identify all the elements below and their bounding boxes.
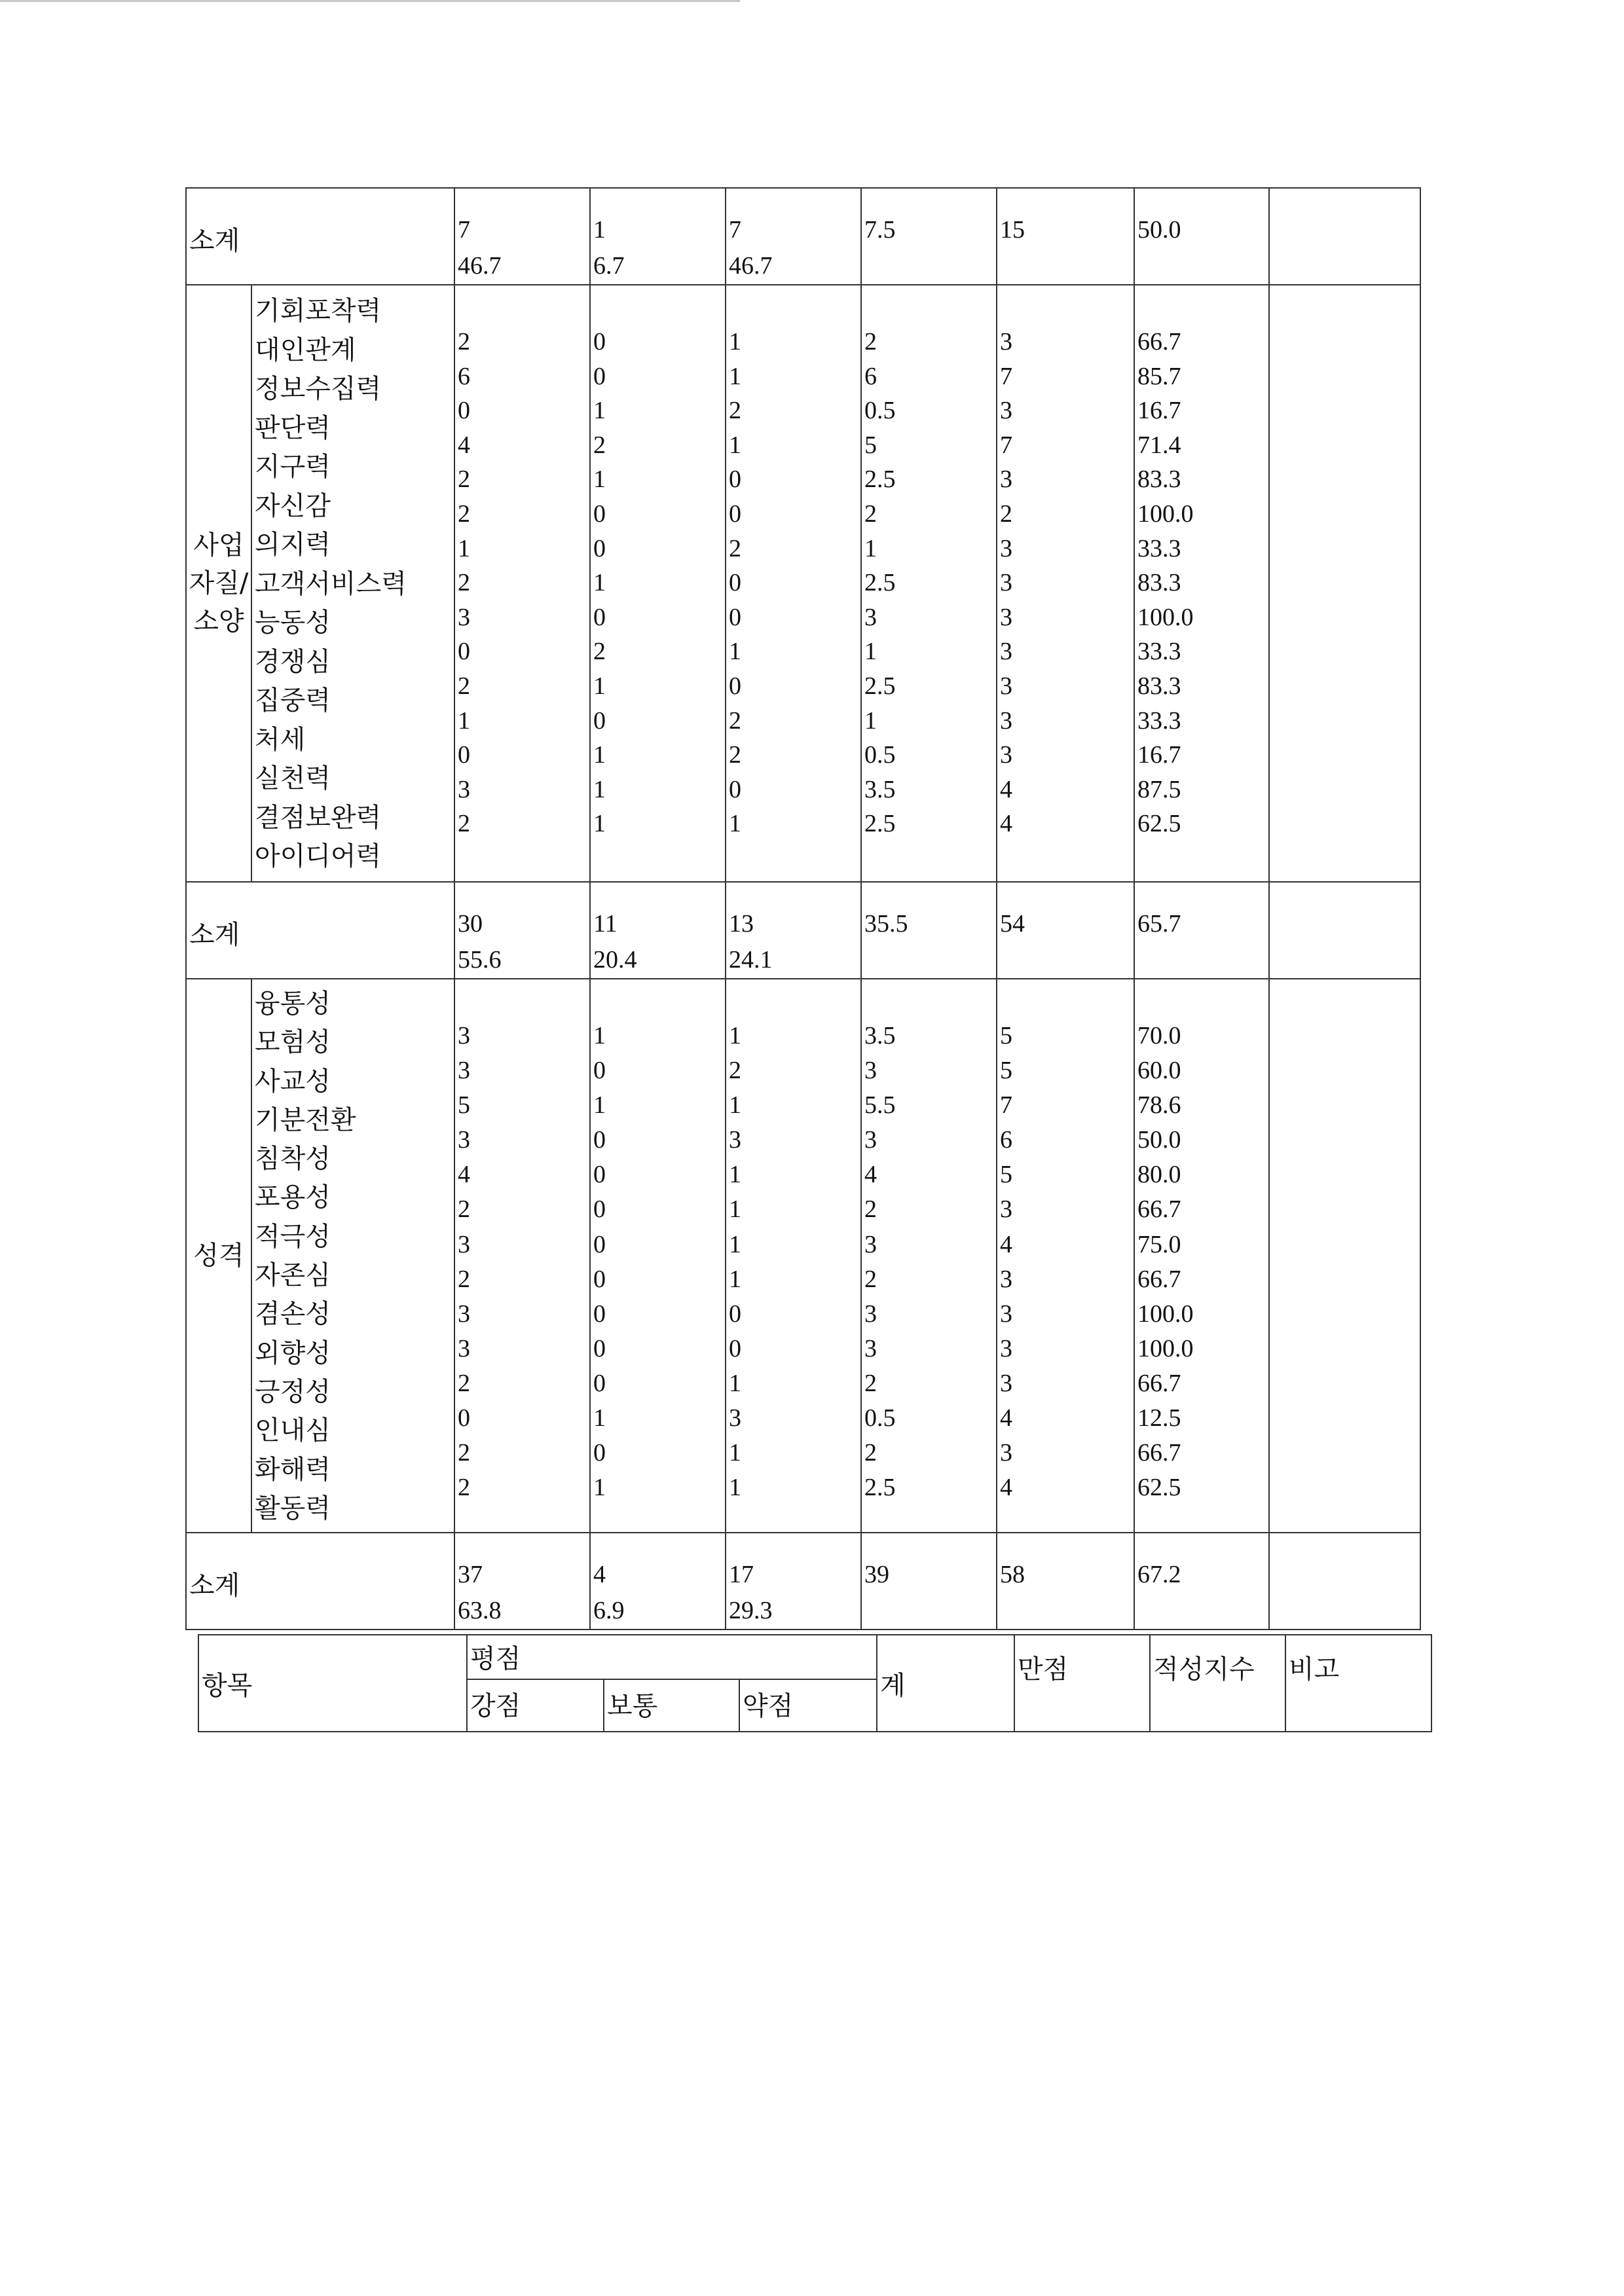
legend-weak-header: 약점 bbox=[739, 1679, 877, 1732]
item-label: 자존심 bbox=[255, 1260, 331, 1291]
value: 2 bbox=[458, 500, 470, 528]
item-label: 겸손성 bbox=[255, 1299, 331, 1330]
value: 2 bbox=[729, 741, 741, 769]
value: 83.3 bbox=[1137, 569, 1181, 597]
value: 3 bbox=[1000, 1195, 1012, 1224]
category-line: 자질/ bbox=[189, 568, 249, 598]
value: 0 bbox=[593, 1334, 606, 1362]
value: 3 bbox=[1000, 569, 1012, 597]
value: 3 bbox=[1000, 1334, 1012, 1362]
value: 0 bbox=[593, 1195, 606, 1224]
value: 100.0 bbox=[1137, 500, 1194, 528]
value: 2 bbox=[729, 1057, 741, 1085]
weak-count: 13 bbox=[729, 910, 754, 938]
value: 5 bbox=[1000, 1161, 1012, 1189]
value: 1 bbox=[593, 810, 606, 838]
normal-cell bbox=[590, 882, 726, 979]
item-label: 고객서비스력 bbox=[255, 568, 407, 599]
value: 0.5 bbox=[864, 741, 896, 769]
value: 2 bbox=[458, 810, 470, 838]
value: 3 bbox=[458, 603, 470, 631]
value: 3 bbox=[864, 1126, 877, 1154]
strong-cell bbox=[454, 882, 590, 979]
value: 2 bbox=[458, 465, 470, 494]
value: 5 bbox=[1000, 1057, 1012, 1085]
value: 83.3 bbox=[1137, 672, 1181, 700]
item-label: 화해력 bbox=[255, 1454, 331, 1485]
value: 0 bbox=[593, 1439, 606, 1467]
item-label: 정보수집력 bbox=[255, 374, 382, 404]
value: 4 bbox=[1000, 775, 1012, 803]
value: 0 bbox=[458, 1404, 470, 1432]
index-cell: 65.7 bbox=[1134, 882, 1269, 979]
weak-percent: 46.7 bbox=[729, 252, 773, 280]
legend-index-header: 적성지수 bbox=[1150, 1635, 1285, 1732]
personality-row bbox=[186, 979, 1420, 1533]
value: 0 bbox=[458, 397, 470, 425]
value: 2 bbox=[864, 1195, 877, 1224]
remarks-cell bbox=[1269, 882, 1420, 979]
value: 3 bbox=[1000, 706, 1012, 735]
value: 1 bbox=[593, 465, 606, 494]
normal-percent: 20.4 bbox=[593, 946, 637, 974]
subtotal-row-3 bbox=[186, 1533, 1420, 1630]
value: 1 bbox=[729, 810, 741, 838]
value: 2 bbox=[864, 1265, 877, 1293]
value: 6 bbox=[458, 362, 470, 390]
value: 1 bbox=[729, 1195, 741, 1224]
index-cell: 50.0 bbox=[1134, 188, 1269, 285]
normal-percent: 6.9 bbox=[593, 1597, 625, 1624]
item-label: 활동력 bbox=[255, 1493, 331, 1523]
value: 3 bbox=[458, 1300, 470, 1328]
value: 3 bbox=[729, 1126, 741, 1154]
normal-count: 1 bbox=[593, 216, 606, 244]
item-label: 인내심 bbox=[255, 1415, 331, 1446]
value: 3 bbox=[864, 603, 877, 631]
value: 3 bbox=[864, 1334, 877, 1362]
remarks-cell bbox=[1269, 285, 1420, 882]
legend-remarks-header: 비고 bbox=[1285, 1635, 1431, 1732]
value: 2 bbox=[1000, 500, 1012, 528]
value: 2 bbox=[458, 1265, 470, 1293]
strong-percent: 63.8 bbox=[458, 1597, 502, 1624]
value: 2 bbox=[458, 1474, 470, 1502]
item-label: 의지력 bbox=[255, 530, 331, 560]
value: 2.5 bbox=[864, 1474, 896, 1502]
value: 1 bbox=[729, 1161, 741, 1189]
value: 3 bbox=[864, 1057, 877, 1085]
value: 2 bbox=[458, 1439, 470, 1467]
value: 3 bbox=[1000, 1439, 1012, 1467]
value: 1 bbox=[729, 1439, 741, 1467]
value: 0 bbox=[458, 741, 470, 769]
value: 85.7 bbox=[1137, 362, 1181, 390]
value: 2.5 bbox=[864, 672, 896, 700]
value: 0 bbox=[729, 1334, 741, 1362]
item-label: 능동성 bbox=[255, 608, 331, 638]
value: 60.0 bbox=[1137, 1057, 1181, 1085]
normal-cell bbox=[590, 1533, 726, 1630]
index-cell: 67.2 bbox=[1134, 1533, 1269, 1630]
item-label: 경쟁심 bbox=[255, 646, 331, 677]
value: 3 bbox=[458, 1022, 470, 1049]
value: 7 bbox=[1000, 1091, 1012, 1120]
value: 12.5 bbox=[1137, 1404, 1181, 1432]
value: 71.4 bbox=[1137, 431, 1181, 459]
value: 1 bbox=[593, 672, 606, 700]
value: 0 bbox=[729, 569, 741, 597]
weak-cell bbox=[726, 882, 861, 979]
value: 2.5 bbox=[864, 465, 896, 494]
value: 80.0 bbox=[1137, 1161, 1181, 1189]
value: 2 bbox=[458, 672, 470, 700]
value: 4 bbox=[1000, 810, 1012, 838]
value: 6 bbox=[1000, 1126, 1012, 1154]
value: 66.7 bbox=[1137, 328, 1181, 355]
value: 1 bbox=[729, 1230, 741, 1258]
value: 2 bbox=[864, 1439, 877, 1467]
normal-count: 11 bbox=[593, 910, 618, 938]
value: 0.5 bbox=[864, 1404, 896, 1432]
value: 2 bbox=[458, 1369, 470, 1397]
value: 1 bbox=[864, 534, 877, 562]
value: 1 bbox=[593, 1022, 606, 1049]
value: 2.5 bbox=[864, 810, 896, 838]
legend-max-header: 만점 bbox=[1014, 1635, 1150, 1732]
column-legend-table bbox=[198, 1634, 1432, 1732]
item-label: 모험성 bbox=[255, 1027, 331, 1058]
value: 62.5 bbox=[1137, 810, 1181, 838]
legend-item-header: 항목 bbox=[198, 1635, 467, 1732]
value: 4 bbox=[458, 1161, 470, 1189]
item-label: 처세 bbox=[255, 724, 306, 755]
value: 33.3 bbox=[1137, 534, 1181, 562]
value: 3 bbox=[1000, 1265, 1012, 1293]
value: 66.7 bbox=[1137, 1439, 1181, 1467]
weak-column bbox=[726, 285, 861, 882]
value: 87.5 bbox=[1137, 775, 1181, 803]
value: 0 bbox=[729, 500, 741, 528]
item-label: 기분전환 bbox=[255, 1104, 356, 1135]
normal-count: 4 bbox=[593, 1561, 606, 1588]
value: 1 bbox=[593, 1474, 606, 1502]
subtotal-label: 소계 bbox=[186, 188, 454, 285]
value: 2 bbox=[864, 328, 877, 355]
value: 78.6 bbox=[1137, 1091, 1181, 1120]
value: 1 bbox=[729, 362, 741, 390]
value: 70.0 bbox=[1137, 1022, 1181, 1049]
value: 4 bbox=[1000, 1474, 1012, 1502]
total-column bbox=[861, 979, 997, 1533]
max-cell: 58 bbox=[997, 1533, 1134, 1630]
value: 0 bbox=[593, 534, 606, 562]
legend-total-header: 계 bbox=[877, 1635, 1014, 1732]
value: 66.7 bbox=[1137, 1265, 1181, 1293]
value: 4 bbox=[458, 431, 470, 459]
value: 0 bbox=[729, 1300, 741, 1328]
value: 75.0 bbox=[1137, 1230, 1181, 1258]
normal-percent: 6.7 bbox=[593, 252, 625, 280]
value: 0 bbox=[729, 775, 741, 803]
legend-rating-header: 평점 bbox=[467, 1635, 877, 1679]
value: 62.5 bbox=[1137, 1474, 1181, 1502]
max-cell: 15 bbox=[997, 188, 1134, 285]
value: 1 bbox=[729, 328, 741, 355]
subtotal-label: 소계 bbox=[186, 1533, 454, 1630]
business-aptitude-row bbox=[186, 285, 1420, 882]
item-label: 융통성 bbox=[255, 989, 331, 1019]
strong-count: 37 bbox=[458, 1561, 483, 1588]
value: 0 bbox=[593, 706, 606, 735]
value: 0.5 bbox=[864, 397, 896, 425]
value: 1 bbox=[729, 1474, 741, 1502]
value: 4 bbox=[864, 1161, 877, 1189]
value: 3 bbox=[1000, 534, 1012, 562]
normal-column bbox=[590, 285, 726, 882]
value: 1 bbox=[729, 1369, 741, 1397]
strong-cell bbox=[454, 1533, 590, 1630]
value: 6 bbox=[864, 362, 877, 390]
aptitude-score-table bbox=[185, 187, 1421, 1630]
legend-strong-header: 강점 bbox=[467, 1679, 604, 1732]
index-column bbox=[1134, 285, 1269, 882]
value: 0 bbox=[593, 1126, 606, 1154]
value: 3 bbox=[1000, 465, 1012, 494]
value: 5 bbox=[458, 1091, 470, 1120]
weak-cell bbox=[726, 1533, 861, 1630]
value: 2 bbox=[864, 500, 877, 528]
value: 1 bbox=[729, 431, 741, 459]
value: 7 bbox=[1000, 431, 1012, 459]
value: 0 bbox=[729, 672, 741, 700]
value: 1 bbox=[458, 534, 470, 562]
item-label: 외향성 bbox=[255, 1338, 331, 1368]
value: 66.7 bbox=[1137, 1369, 1181, 1397]
category-line: 소양 bbox=[193, 606, 244, 636]
item-label: 자신감 bbox=[255, 490, 331, 521]
value: 3 bbox=[1000, 1300, 1012, 1328]
value: 1 bbox=[729, 1022, 741, 1049]
value: 0 bbox=[593, 1265, 606, 1293]
remarks-cell bbox=[1269, 188, 1420, 285]
value: 4 bbox=[1000, 1404, 1012, 1432]
item-label: 사교성 bbox=[255, 1066, 331, 1097]
value: 3 bbox=[458, 775, 470, 803]
strong-percent: 55.6 bbox=[458, 946, 502, 974]
item-label: 지구력 bbox=[255, 452, 331, 482]
strong-count: 7 bbox=[458, 216, 470, 244]
value: 0 bbox=[593, 1161, 606, 1189]
value: 0 bbox=[593, 1369, 606, 1397]
value: 7 bbox=[1000, 362, 1012, 390]
category-personality: 성격 bbox=[186, 979, 251, 1533]
value: 1 bbox=[593, 569, 606, 597]
value: 16.7 bbox=[1137, 741, 1181, 769]
subtotal-row-1 bbox=[186, 188, 1420, 285]
legend-normal-header: 보통 bbox=[604, 1679, 739, 1732]
value: 3 bbox=[458, 1334, 470, 1362]
value: 2 bbox=[458, 328, 470, 355]
value: 2 bbox=[458, 1195, 470, 1224]
value: 5 bbox=[1000, 1022, 1012, 1049]
weak-percent: 29.3 bbox=[729, 1597, 773, 1624]
max-column bbox=[997, 979, 1134, 1533]
value: 1 bbox=[593, 775, 606, 803]
category-line: 사업 bbox=[193, 530, 244, 560]
value: 2 bbox=[729, 706, 741, 735]
value: 100.0 bbox=[1137, 1334, 1194, 1362]
strong-percent: 46.7 bbox=[458, 252, 502, 280]
weak-count: 7 bbox=[729, 216, 741, 244]
subtotal-row-2 bbox=[186, 882, 1420, 979]
subtotal-label: 소계 bbox=[186, 882, 454, 979]
item-list bbox=[251, 285, 454, 882]
total-cell: 7.5 bbox=[861, 188, 997, 285]
value: 33.3 bbox=[1137, 706, 1181, 735]
value: 2.5 bbox=[864, 569, 896, 597]
item-label: 기회포착력 bbox=[255, 296, 382, 326]
value: 1 bbox=[593, 741, 606, 769]
strong-count: 30 bbox=[458, 910, 483, 938]
item-label: 판단력 bbox=[255, 412, 331, 443]
item-label: 침착성 bbox=[255, 1144, 331, 1175]
item-label: 대인관계 bbox=[255, 335, 356, 365]
total-column bbox=[861, 285, 997, 882]
value: 1 bbox=[729, 1265, 741, 1293]
value: 3 bbox=[1000, 672, 1012, 700]
max-cell: 54 bbox=[997, 882, 1134, 979]
value: 3.5 bbox=[864, 1022, 896, 1049]
normal-column bbox=[590, 979, 726, 1533]
value: 0 bbox=[729, 465, 741, 494]
remarks-cell bbox=[1269, 979, 1420, 1533]
scan-edge-line bbox=[0, 0, 740, 2]
value: 0 bbox=[593, 1230, 606, 1258]
value: 0 bbox=[593, 362, 606, 390]
strong-cell bbox=[454, 188, 590, 285]
value: 3 bbox=[458, 1230, 470, 1258]
value: 2 bbox=[593, 431, 606, 459]
value: 0 bbox=[593, 500, 606, 528]
value: 5 bbox=[864, 431, 877, 459]
item-label: 실천력 bbox=[255, 763, 331, 793]
total-cell: 39 bbox=[861, 1533, 997, 1630]
weak-column bbox=[726, 979, 861, 1533]
value: 3 bbox=[1000, 741, 1012, 769]
value: 0 bbox=[458, 638, 470, 666]
item-label: 긍정성 bbox=[255, 1376, 331, 1407]
value: 83.3 bbox=[1137, 465, 1181, 494]
weak-count: 17 bbox=[729, 1561, 754, 1588]
weak-cell bbox=[726, 188, 861, 285]
value: 16.7 bbox=[1137, 397, 1181, 425]
value: 1 bbox=[458, 706, 470, 735]
value: 2 bbox=[729, 397, 741, 425]
value: 66.7 bbox=[1137, 1195, 1181, 1224]
value: 3 bbox=[1000, 603, 1012, 631]
weak-percent: 24.1 bbox=[729, 946, 773, 974]
value: 3.5 bbox=[864, 775, 896, 803]
item-label: 적극성 bbox=[255, 1221, 331, 1252]
value: 0 bbox=[593, 603, 606, 631]
value: 3 bbox=[1000, 397, 1012, 425]
value: 1 bbox=[729, 638, 741, 666]
value: 2 bbox=[729, 534, 741, 562]
index-column bbox=[1134, 979, 1269, 1533]
value: 3 bbox=[458, 1057, 470, 1085]
value: 3 bbox=[1000, 1369, 1012, 1397]
value: 0 bbox=[593, 1300, 606, 1328]
item-label: 결점보완력 bbox=[255, 802, 382, 833]
total-cell: 35.5 bbox=[861, 882, 997, 979]
value: 100.0 bbox=[1137, 603, 1194, 631]
value: 1 bbox=[593, 397, 606, 425]
value: 1 bbox=[729, 1091, 741, 1120]
value: 1 bbox=[864, 706, 877, 735]
value: 5.5 bbox=[864, 1091, 896, 1120]
value: 50.0 bbox=[1137, 1126, 1181, 1154]
value: 1 bbox=[864, 638, 877, 666]
max-column bbox=[997, 285, 1134, 882]
value: 2 bbox=[864, 1369, 877, 1397]
value: 2 bbox=[593, 638, 606, 666]
item-label: 집중력 bbox=[255, 685, 331, 716]
remarks-cell bbox=[1269, 1533, 1420, 1630]
value: 33.3 bbox=[1137, 638, 1181, 666]
normal-cell bbox=[590, 188, 726, 285]
item-list bbox=[251, 979, 454, 1533]
value: 0 bbox=[729, 603, 741, 631]
strong-column bbox=[454, 979, 590, 1533]
value: 1 bbox=[593, 1091, 606, 1120]
item-label: 포용성 bbox=[255, 1182, 331, 1213]
value: 2 bbox=[458, 569, 470, 597]
item-label: 아이디어력 bbox=[255, 841, 382, 871]
value: 0 bbox=[593, 328, 606, 355]
value: 100.0 bbox=[1137, 1300, 1194, 1328]
value: 1 bbox=[593, 1404, 606, 1432]
value: 3 bbox=[1000, 638, 1012, 666]
value: 3 bbox=[864, 1230, 877, 1258]
category-business-aptitude bbox=[186, 285, 251, 882]
value: 3 bbox=[864, 1300, 877, 1328]
value: 4 bbox=[1000, 1230, 1012, 1258]
strong-column bbox=[454, 285, 590, 882]
value: 3 bbox=[1000, 328, 1012, 355]
legend-header-row bbox=[198, 1635, 1431, 1679]
value: 0 bbox=[593, 1057, 606, 1085]
value: 3 bbox=[729, 1404, 741, 1432]
value: 3 bbox=[458, 1126, 470, 1154]
